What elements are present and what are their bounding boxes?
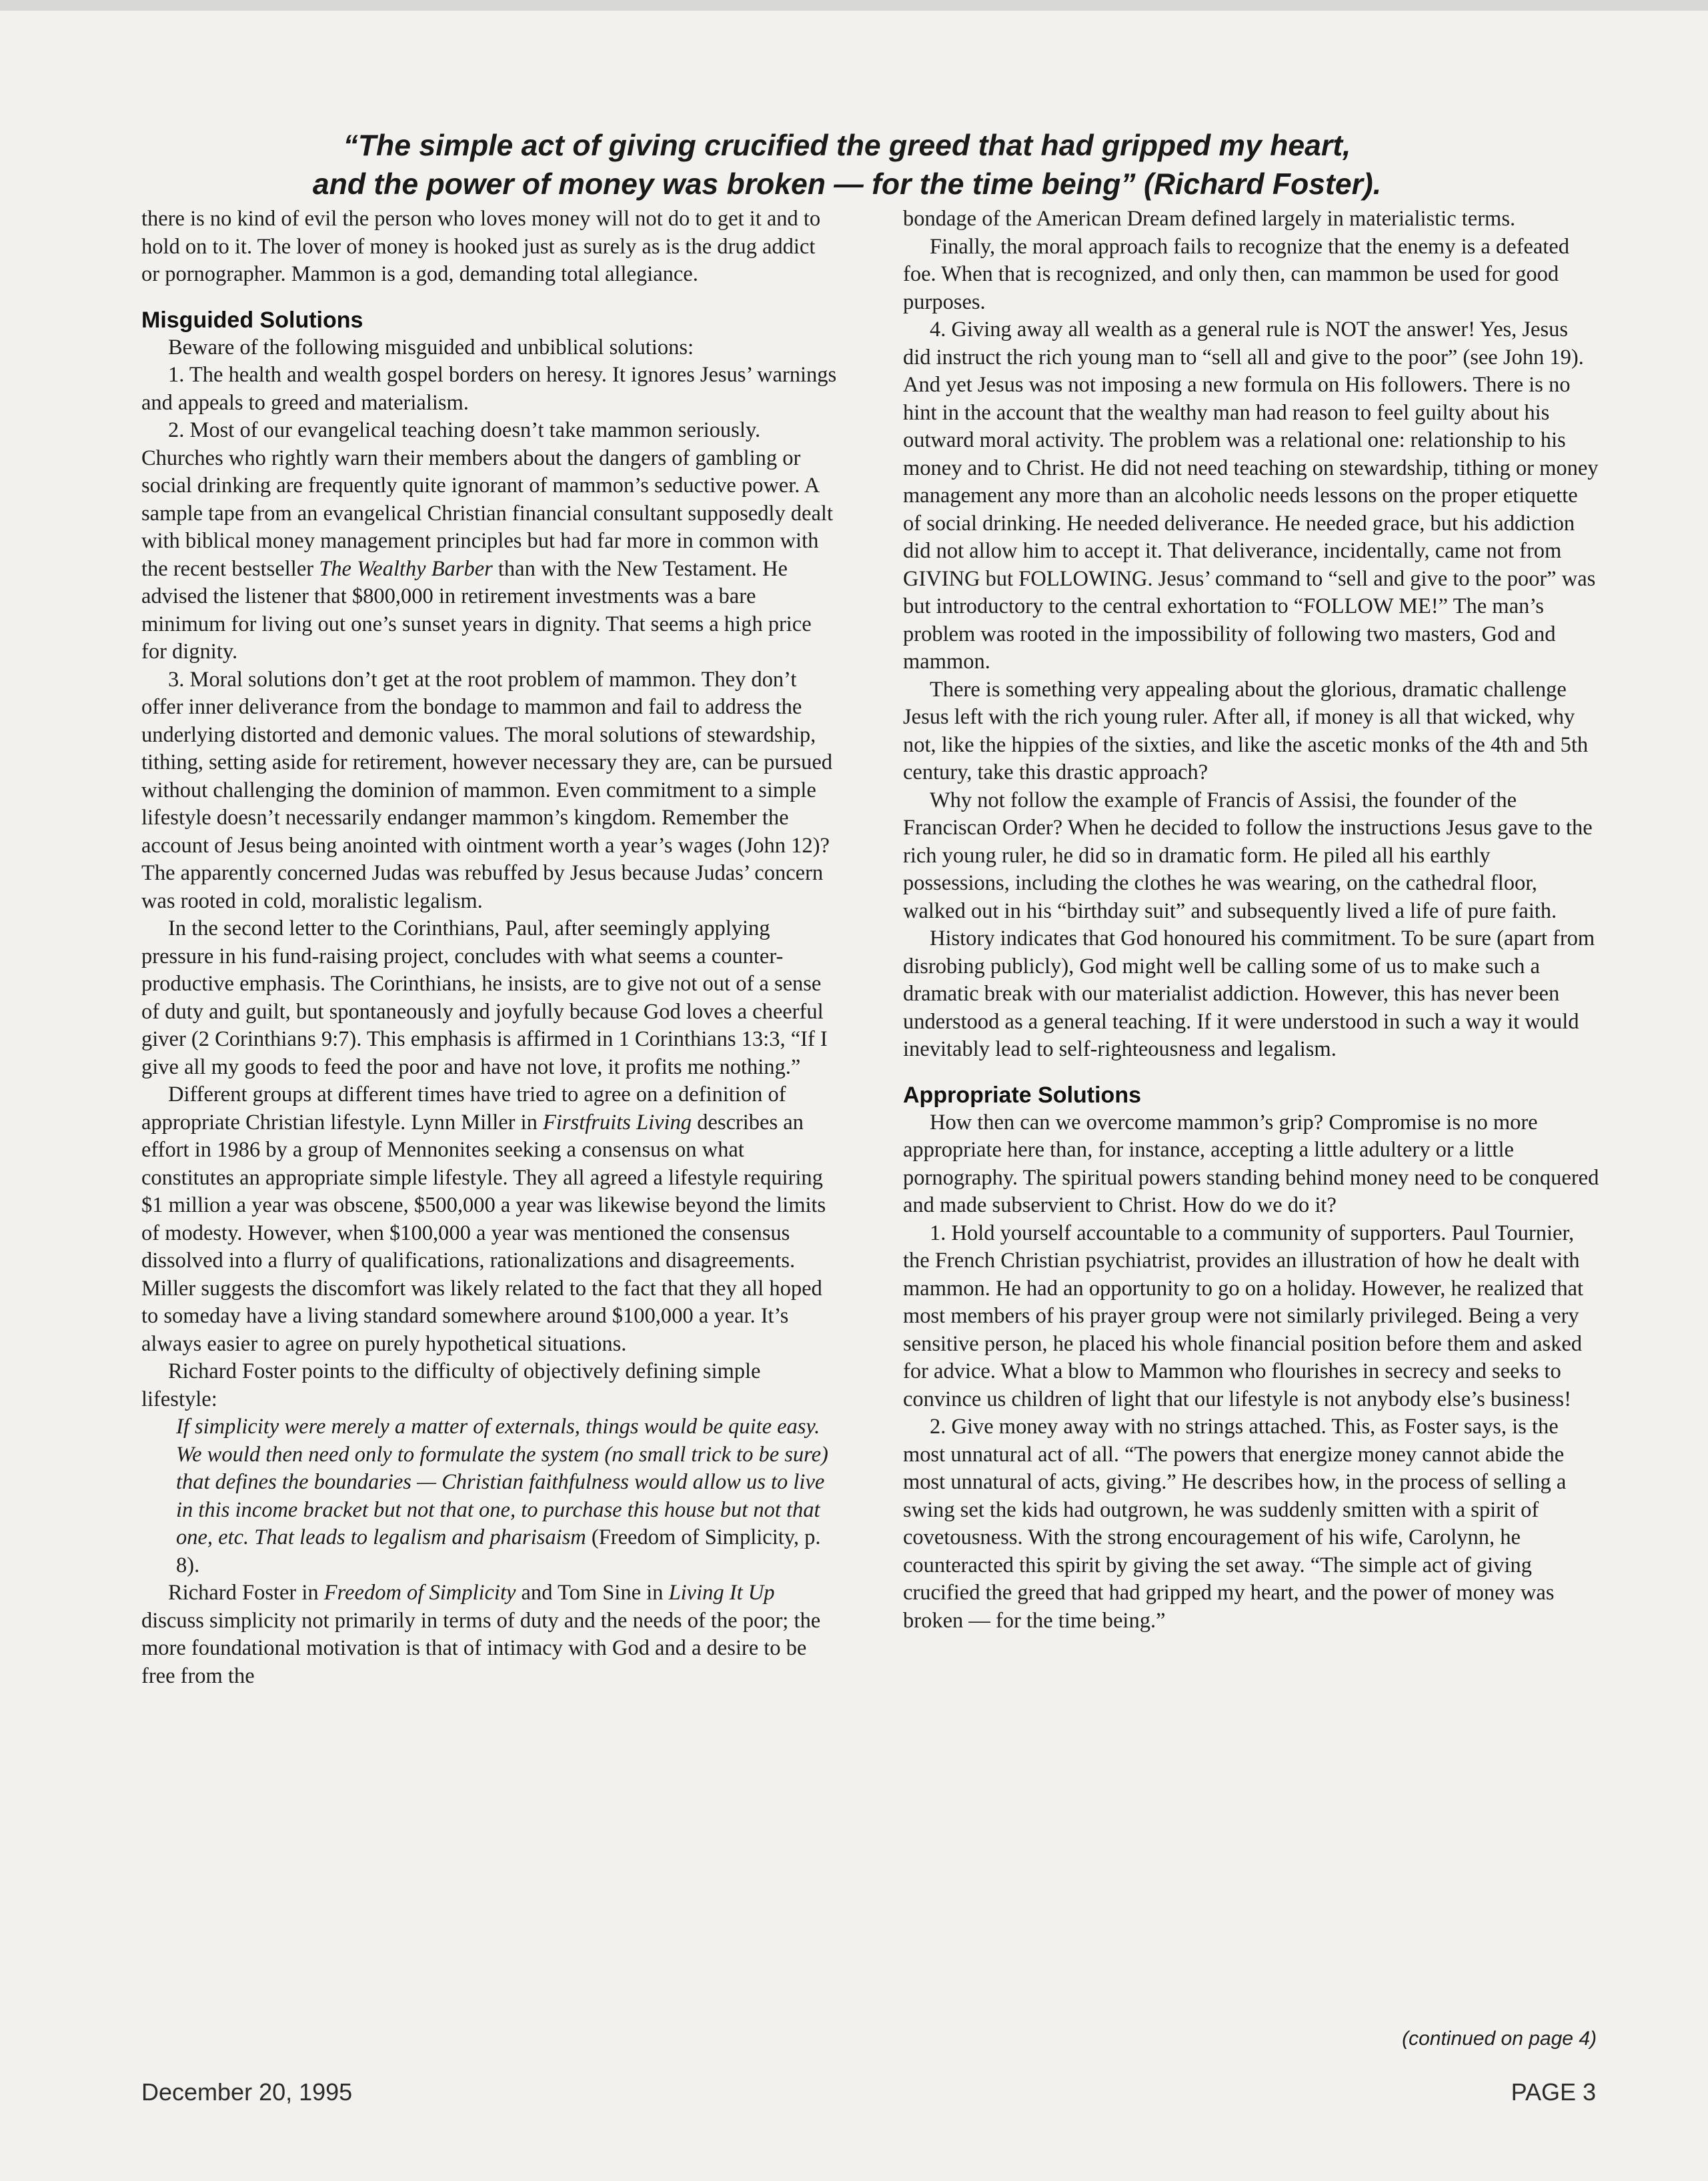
text-run: describes an effort in 1986 by a group of Mennonites seeking a consensus on what constitutes an appropriate simple lifestyle. They all agreed a lifestyle requiring $1 million a year was obscene, $500,000 a year was likewise beyond the limits of modesty. However, when $100,000 a year was mentioned the consensus dissolved into a flurry of qualifications, rationalizations and disagreements. Miller suggests the discomfort was likely related to the fact that they all hoped to someday have a living standard somewhere around $100,000 a year. It’s always easier to agree on purely hypothetical situations. xyxy=(141,1110,826,1356)
paragraph-item-1: 1. The health and wealth gospel borders on heresy. It ignores Jesus’ warnings and appeals to greed and materialism. xyxy=(141,363,837,415)
paragraph-foster-points: Richard Foster points to the difficulty of objectively defining simple lifestyle: xyxy=(141,1359,761,1411)
book-title: The Wealthy Barber xyxy=(319,556,493,581)
heading-misguided-solutions: Misguided Solutions xyxy=(141,307,363,333)
text-run: and Tom Sine in xyxy=(516,1581,669,1605)
paragraph-intro: there is no kind of evil the person who loves money will not do to get it and to hold on to it. The lover of money is hooked just as surely as is the drug addict or pornographer. Mammon is a god, demanding total allegiance. xyxy=(141,207,821,286)
left-column xyxy=(141,205,838,1690)
continued-note: (continued on page 4) xyxy=(1402,2028,1597,2050)
text-run: Different groups at different times have tried to agree on a definition of appropriate Christian lifestyle. Lynn Miller in xyxy=(141,1082,786,1135)
book-title: Firstfruits Living xyxy=(543,1110,692,1135)
paragraph-beware: Beware of the following misguided and unbiblical solutions: xyxy=(168,335,694,359)
paragraph-groups xyxy=(141,1081,838,1358)
footer-date: December 20, 1995 xyxy=(141,2078,353,2106)
text-run: than with the New Testament. He advised the listener that $800,000 in retirement investments was a bare minimum for living out one’s sunset years in dignity. That seems a high price for dignity. xyxy=(141,556,812,664)
quote-reference: (Freedom of Simplicity, p. 8). xyxy=(176,1525,821,1577)
pull-quote-line-1: “The simple act of giving crucified the greed that had gripped my heart, xyxy=(343,129,1351,162)
paragraph-appealing: There is something very appealing about the glorious, dramatic challenge Jesus left with the rich young ruler. After all, if money is all that wicked, why not, like the hippies of the sixties, and like the ascetic monks of the 4th and 5th century, take this drastic approach? xyxy=(903,677,1589,784)
heading-appropriate-solutions: Appropriate Solutions xyxy=(903,1082,1141,1108)
pull-quote-line-2: and the power of money was broken — for the time being” (Richard Foster). xyxy=(312,168,1382,201)
paragraph-solution-1: 1. Hold yourself accountable to a community of supporters. Paul Tournier, the French Christian psychiatrist, provides an illustration of how he dealt with mammon. He had an opportunity to go on a holiday. However, he realized that most members of his prayer group were not similarly privileged. Being a very sensitive person, he placed his whole financial position before them and asked for advice. What a blow to Mammon who flourishes in secrecy and seeks to convince us children of light that our lifestyle is not anybody else’s business! xyxy=(903,1221,1584,1411)
paragraph-how: How then can we overcome mammon’s grip? Compromise is no more appropriate here than, for instance, accepting a little adultery or a little pornography. The spiritual powers standing behind money need to be conquered and made subservient to Christ. How do we do it? xyxy=(903,1110,1599,1217)
paragraph-solution-2: 2. Give money away with no strings attached. This, as Foster says, is the most unnatural act of all. “The powers that energize money cannot abide the most unnatural of acts, giving.” He describes how, in the process of selling a swing set the kids had outgrown, he was suddenly smitten with a spirit of covetousness. With the strong encouragement of his wife, Carolynn, he counteracted this spirit by giving the set away. “The simple act of giving crucified the greed that had gripped my heart, and the power of money was broken — for the time being.” xyxy=(903,1415,1567,1633)
paragraph-francis: Why not follow the example of Francis of Assisi, the founder of the Franciscan Order? When he decided to follow the instructions Jesus gave to the rich young ruler, he did so in dramatic form. He piled all his earthly possessions, including the clothes he was wearing, on the cathedral floor, walked out in his “birthday suit” and subsequently lived a life of pure faith. xyxy=(903,788,1593,923)
paragraph-finally: Finally, the moral approach fails to recognize that the enemy is a defeated foe. When that is recognized, and only then, can mammon be used for good purposes. xyxy=(903,234,1569,314)
paragraph-item-2 xyxy=(141,417,838,666)
text-run: discuss simplicity not primarily in terms of duty and the needs of the poor; the more foundational motivation is that of intimacy with God and a desire to be free from the xyxy=(141,1608,821,1688)
paragraph-foster-sine xyxy=(141,1579,838,1690)
book-title: Living It Up xyxy=(668,1581,775,1605)
footer-page-number: PAGE 3 xyxy=(1511,2078,1596,2106)
book-title: Freedom of Simplicity xyxy=(323,1581,516,1605)
right-column xyxy=(903,205,1600,1635)
quote-text: If simplicity were merely a matter of externals, things would be quite easy. We would then need only to formulate the system (no small trick to be sure) that defines the boundaries — Christian faithfulness would allow us to live in this income bracket but not that one, to purchase this house but not that one, etc. That leads to legalism and pharisaism xyxy=(176,1415,828,1549)
paragraph-history: History indicates that God honoured his commitment. To be sure (apart from disrobing publicly), God might well be calling some of us to make such a dramatic break with our materialist addiction. However, this has never been understood as a general teaching. If it were understood in such a way it would inevitably lead to self-righteousness and legalism. xyxy=(903,926,1595,1061)
page-top-edge xyxy=(0,0,1708,11)
paragraph-item-4: 4. Giving away all wealth as a general rule is NOT the answer! Yes, Jesus did instruct the rich young man to “sell all and give to the poor” (see John 19). And yet Jesus was not imposing a new formula on His followers. There is no hint in the account that the wealthy man had reason to feel guilty about his outward moral activity. The problem was a relational one: relationship to his money and to Christ. He did not need teaching on stewardship, tithing or money management any more than an alcoholic needs lessons on the proper etiquette of social drinking. He needed deliverance. He needed grace, but his addiction did not allow him to accept it. That deliverance, incidentally, came not from GIVING but FOLLOWING. Jesus’ command to “sell and give to the poor” was but introductory to the central exhortation to “FOLLOW ME!” The man’s problem was rooted in the impossibility of following two masters, God and mammon. xyxy=(903,317,1599,674)
block-quote xyxy=(176,1413,838,1579)
paragraph-corinthians: In the second letter to the Corinthians, Paul, after seemingly applying pressure in his fund-raising project, concludes with what seems a counter-productive emphasis. The Corinthians, he insists, are to give not out of a sense of duty and guilt, but spontaneously and joyfully because God loves a cheerful giver (2 Corinthians 9:7). This emphasis is affirmed in 1 Corinthians 13:3, “If I give all my goods to feed the poor and have not love, it profits me nothing.” xyxy=(141,916,828,1079)
pull-quote xyxy=(133,127,1561,204)
text-run: Richard Foster in xyxy=(168,1581,324,1605)
text-run: 2. Most of our evangelical teaching doesn’t take mammon seriously. Churches who rightly warn their members about the dangers of gambling or social drinking are frequently quite ignorant of mammon’s seductive power. A sample tape from an evangelical Christian financial consultant supposedly dealt with biblical money management principles but had far more in common with the recent bestseller xyxy=(141,418,833,581)
paragraph-item-3: 3. Moral solutions don’t get at the root problem of mammon. They don’t offer inner deliverance from the bondage to mammon and fail to address the underlying distorted and demonic values. The moral solutions of stewardship, tithing, setting aside for retirement, however necessary they are, can be pursued without challenging the dominion of mammon. Even commitment to a simple lifestyle doesn’t necessarily endanger mammon’s kingdom. Remember the account of Jesus being anointed with ointment worth a year’s wages (John 12)? The apparently concerned Judas was rebuffed by Jesus because Judas’ concern was rooted in cold, moralistic legalism. xyxy=(141,667,833,913)
paragraph-continued: bondage of the American Dream defined largely in materialistic terms. xyxy=(903,207,1516,231)
